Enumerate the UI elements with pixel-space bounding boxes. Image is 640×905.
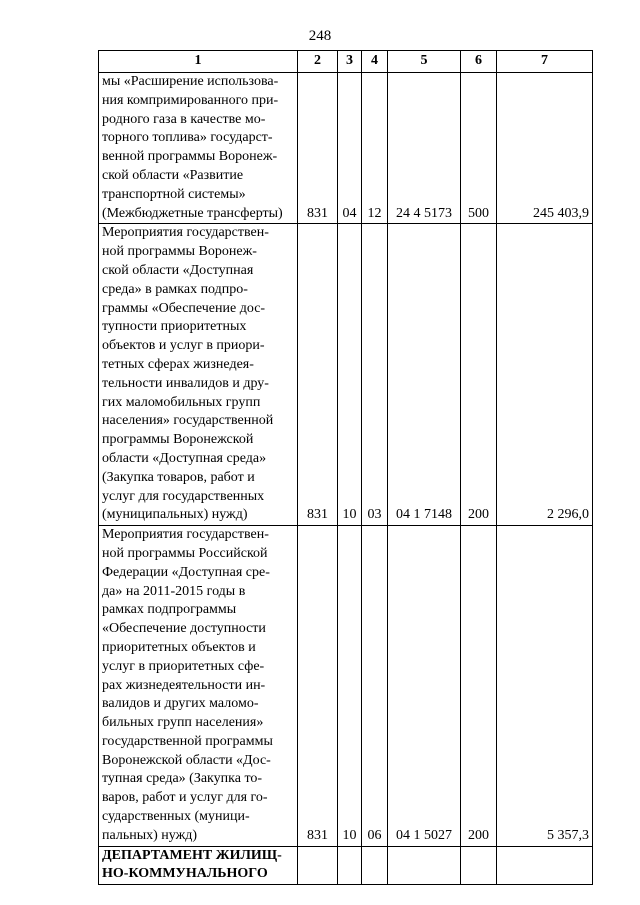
description-line: транспортной системы» bbox=[102, 186, 246, 202]
description-line: торного топлива» государст- bbox=[102, 130, 273, 146]
description-line: сударственных (муници- bbox=[102, 809, 250, 825]
target-article-code bbox=[388, 846, 461, 885]
row-description bbox=[99, 73, 298, 224]
description-line: программы Воронежской bbox=[102, 432, 254, 448]
description-line: объектов и услуг в приори- bbox=[102, 338, 265, 354]
description-line: услуг для государственных bbox=[102, 488, 265, 504]
description-line: венной программы Воронеж- bbox=[102, 149, 278, 165]
ministry-code: 831 bbox=[298, 73, 338, 224]
description-line: населения» государственной bbox=[102, 413, 274, 429]
target-article-code: 04 1 7148 bbox=[388, 224, 461, 526]
description-line: пальных) нужд) bbox=[102, 827, 198, 843]
description-line: услуг в приоритетных сфе- bbox=[102, 658, 265, 674]
description-line: тельности инвалидов и дру- bbox=[102, 375, 269, 391]
column-header: 5 bbox=[388, 51, 461, 73]
amount: 245 403,9 bbox=[497, 73, 593, 224]
target-article-code: 24 4 5173 bbox=[388, 73, 461, 224]
description-line: валидов и других маломо- bbox=[102, 696, 259, 712]
description-line: ской области «Доступная bbox=[102, 262, 254, 278]
row-description bbox=[99, 526, 298, 847]
description-line: Мероприятия государствен- bbox=[102, 225, 269, 241]
description-line: да» на 2011-2015 годы в bbox=[102, 583, 246, 599]
section-code: 10 bbox=[338, 224, 362, 526]
budget-table bbox=[98, 50, 593, 885]
department-heading bbox=[99, 846, 298, 885]
expense-type-code: 200 bbox=[461, 224, 497, 526]
description-line: ния компримированного при- bbox=[102, 92, 279, 108]
description-line: тетных сферах жизнедея- bbox=[102, 356, 254, 372]
description-line: граммы «Обеспечение дос- bbox=[102, 300, 266, 316]
table-row bbox=[99, 846, 593, 885]
description-line: государственной программы bbox=[102, 733, 273, 749]
description-line: среда» в рамках подпро- bbox=[102, 281, 248, 297]
table-row bbox=[99, 224, 593, 526]
description-line: рамках подпрограммы bbox=[102, 602, 237, 618]
description-line: бильных групп населения» bbox=[102, 715, 264, 731]
description-line: области «Доступная среда» bbox=[102, 450, 267, 466]
header-row bbox=[99, 51, 593, 73]
column-header: 2 bbox=[298, 51, 338, 73]
description-line: родного газа в качестве мо- bbox=[102, 111, 266, 127]
description-line: (муниципальных) нужд) bbox=[102, 507, 248, 523]
description-line: ской области «Развитие bbox=[102, 167, 244, 183]
ministry-code: 831 bbox=[298, 526, 338, 847]
description-line: мы «Расширение использова- bbox=[102, 74, 279, 89]
row-description bbox=[99, 224, 298, 526]
section-code: 10 bbox=[338, 526, 362, 847]
expense-type-code: 200 bbox=[461, 526, 497, 847]
description-line: тупная среда» (Закупка то- bbox=[102, 771, 263, 787]
column-header: 1 bbox=[99, 51, 298, 73]
subsection-code bbox=[362, 846, 388, 885]
amount: 2 296,0 bbox=[497, 224, 593, 526]
section-code: 04 bbox=[338, 73, 362, 224]
description-line: тупности приоритетных bbox=[102, 319, 247, 335]
section-code bbox=[338, 846, 362, 885]
ministry-code bbox=[298, 846, 338, 885]
description-line: гих маломобильных групп bbox=[102, 394, 261, 410]
description-line: варов, работ и услуг для го- bbox=[102, 790, 268, 806]
expense-type-code: 500 bbox=[461, 73, 497, 224]
amount bbox=[497, 846, 593, 885]
table-row bbox=[99, 526, 593, 847]
page-number: 248 bbox=[308, 28, 332, 44]
amount: 5 357,3 bbox=[497, 526, 593, 847]
column-header: 6 bbox=[461, 51, 497, 73]
column-header: 4 bbox=[362, 51, 388, 73]
description-line: «Обеспечение доступности bbox=[102, 621, 266, 637]
description-line: (Закупка товаров, работ и bbox=[102, 469, 255, 485]
description-line: рах жизнедеятельности ин- bbox=[102, 677, 266, 693]
description-line: приоритетных объектов и bbox=[102, 639, 256, 655]
subsection-code: 06 bbox=[362, 526, 388, 847]
subsection-code: 12 bbox=[362, 73, 388, 224]
column-header: 3 bbox=[338, 51, 362, 73]
expense-type-code bbox=[461, 846, 497, 885]
subsection-code: 03 bbox=[362, 224, 388, 526]
description-line: Мероприятия государствен- bbox=[102, 527, 269, 543]
ministry-code: 831 bbox=[298, 224, 338, 526]
description-line: НО-КОММУНАЛЬНОГО bbox=[102, 866, 268, 882]
column-header: 7 bbox=[497, 51, 593, 73]
description-line: ДЕПАРТАМЕНТ ЖИЛИЩ- bbox=[102, 847, 282, 863]
description-line: ной программы Воронеж- bbox=[102, 244, 257, 260]
description-line: Воронежской области «Дос- bbox=[102, 752, 271, 768]
description-line: (Межбюджетные трансферты) bbox=[102, 205, 283, 221]
description-line: ной программы Российской bbox=[102, 545, 268, 561]
table-row bbox=[99, 73, 593, 224]
target-article-code: 04 1 5027 bbox=[388, 526, 461, 847]
description-line: Федерации «Доступная сре- bbox=[102, 564, 270, 580]
